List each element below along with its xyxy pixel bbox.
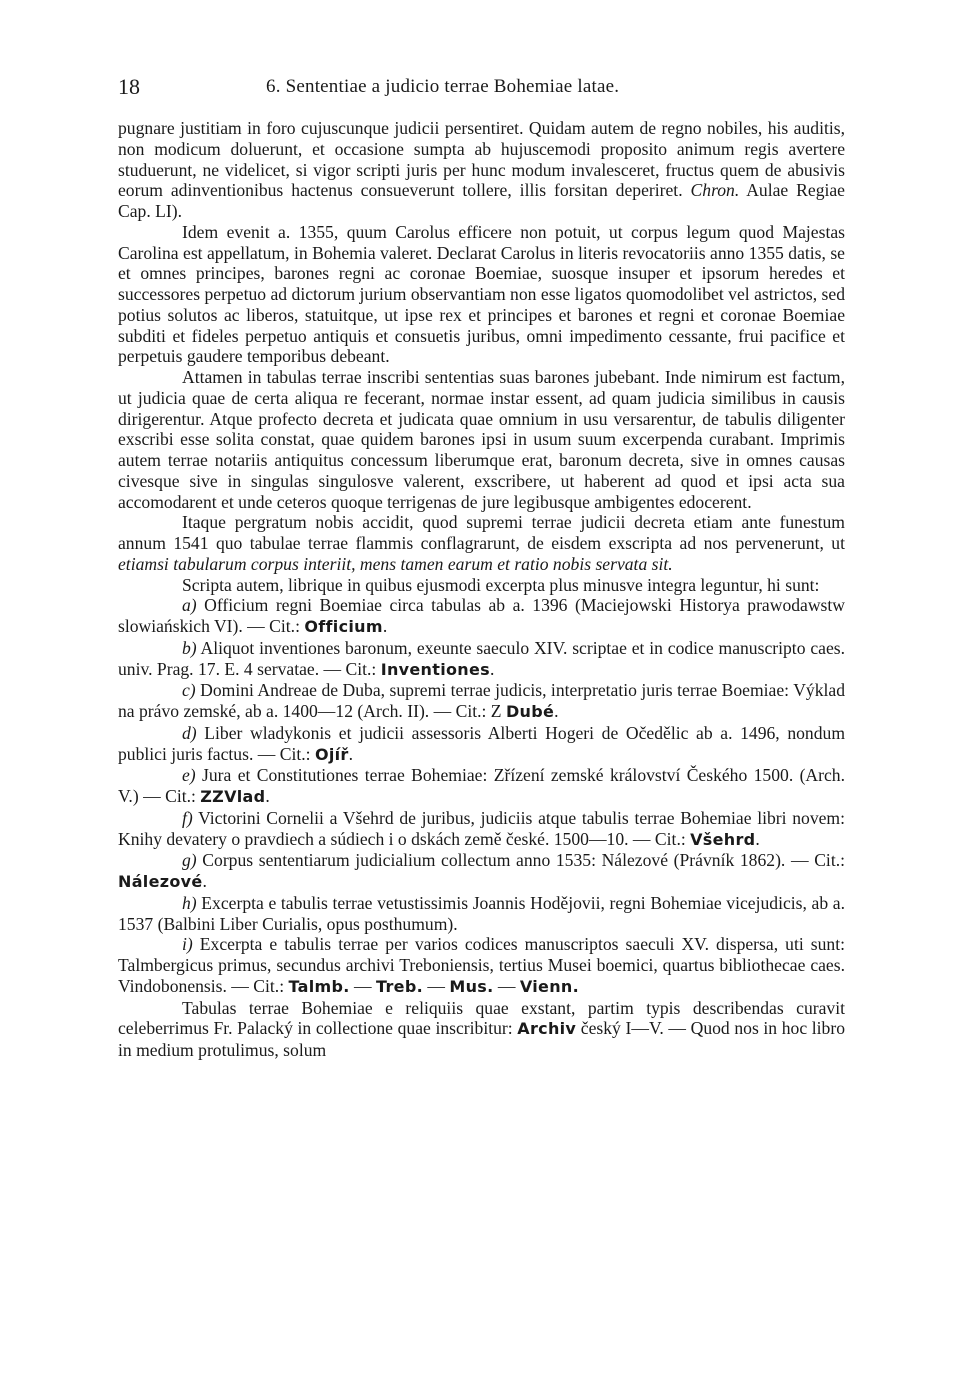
list-item-h: h) Excerpta e tabulis terrae vetustissimis Joannis Hodějovii, regni Bohemiae vicejudicis, ab a. 1537 (Balbini Liber Curialis, opus posthumum). <box>118 892 845 934</box>
paragraph-5: Scripta autem, librique in quibus ejusmodi excerpta plus minusve integra leguntur, hi sunt: <box>182 574 820 595</box>
citation-abbrev: Officium <box>304 617 383 636</box>
paragraph-3: Attamen in tabulas terrae inscribi sententias suas barones jubebant. Inde nimirum est factum, ut judicia quae de certa aliqua re fecerant, normae instar essent, ad quam judicia similibus in causis dirigerentur. Atque profecto decreta et judicata quae omnium in usu versarentur, de tabulis diligenter exscribi esse solita constat, quae quidem barones ipsi in usum suum excerpenda curabant. Imprimis autem terrae notariis antiquitus concessum liberumque erat, baronum decreta, sive in omnes causas civesque sive in singulas singulosve valerent, exscribere, ut haberent ad quod et ipsi acta sua accomodarent et unde ceteros quoque terrigenas de jure legibusque ambigentes edocerent. <box>118 367 845 512</box>
paragraph-4: Itaque pergratum nobis accidit, quod supremi terrae judicii decreta etiam ante funestum annum 1541 quo tabulae terrae flammis conflagrarunt, de eisdem exscripta ad nos pervenerunt, ut etiamsi tabularum corpus interiit, mens tamen earum et ratio nobis servata sit. <box>118 512 845 574</box>
citation-abbrev: Talmb. <box>288 976 350 996</box>
paragraph-2: Idem evenit a. 1355, quum Carolus efficere non potuit, ut corpus legum quod Majestas Carolina est appellatum, in Bohemia valeret. Declarat Carolus in literis revocatoriis anno 1355 datis, se et omnes principes, barones regni ac coronae Boemiae, suosque insuper et ipsorum heredes et successores perpetuo ad dictorum jurium observantiam non esse ligatos quomodolibet vel astrictos, sed potius solutos ac liberos, statuitque, ut ipse rex et principes et barones et regni et coronae Boemiae subditi et fideles perpetuo antiquis et consuetis juribus, omni impedimento cessante, frui pacifice et perpetuis gaudere temporibus debeant. <box>118 221 845 367</box>
list-item-b: b) Aliquot inventiones baronum, exeunte saeculo XIV. scriptae et in codice manuscripto caes. univ. Prag. 17. E. 4 servatae. — Cit.: Inventiones. <box>118 637 845 679</box>
page-number: 18 <box>118 74 140 99</box>
body-text <box>118 118 845 1061</box>
citation-abbrev: Vienn. <box>519 976 579 996</box>
citation-abbrev: Všehrd <box>690 829 756 849</box>
running-title: 6. Sententiae a judicio terrae Bohemiae latae. <box>266 76 620 97</box>
paragraph-6: Tabulas terrae Bohemiae e reliquiis quae exstant, partim typis describendas curavit celeberrimus Fr. Palacký in collectione quae inscribitur: Archiv český I—V. — Quod nos in hoc libro in medium protulimus, solum <box>118 997 845 1060</box>
list-item-g: g) Corpus sententiarum judicialium collectum anno 1535: Nálezové (Právník 1862). — Cit.: Nálezové. <box>118 850 845 891</box>
citation-abbrev: ZZVlad <box>200 787 266 806</box>
citation-abbrev: Nálezové <box>118 872 203 891</box>
list-item-d: d) Liber wladykonis et judicii assessoris Alberti Hogeri de Očedělic ab a. 1496, nondum publici juris factus. — Cit.: Ojíř. <box>118 722 845 764</box>
citation-abbrev: Archiv <box>517 1019 577 1039</box>
list-item-a: a) Officium regni Boemiae circa tabulas ab a. 1396 (Maciejowski Historya prawodawstw slowiańskich VI). — Cit.: Officium. <box>118 595 845 636</box>
citation-abbrev: Dubé <box>505 702 555 721</box>
paragraph-1: pugnare justitiam in foro cujuscunque judicii persentiret. Quidam autem de regno nobiles, his auditis, non modicum doluerunt, et occasione sumpta ab hujuscemodi proposito animum regis avertere studuerunt, ne videlicet, si vigor scripti juris per hunc modum invalesceret, fructus quem de abusivis eorum adinventionibus hactenus consueverunt tollere, illis forsitan deperiret. Chron. Aulae Regiae Cap. LI). <box>118 118 845 221</box>
citation-abbrev: Inventiones <box>380 659 490 679</box>
citation-abbrev: Ojíř <box>314 744 349 764</box>
list-item-e: e) Jura et Constitutiones terrae Bohemiae: Zřízení zemské království Českého 1500. (Arch. V.) — Cit.: ZZVlad. <box>118 765 845 806</box>
citation-abbrev: Mus. <box>449 976 494 996</box>
page-header <box>118 74 845 104</box>
document-page <box>118 74 845 1061</box>
list-item-f: f) Victorini Cornelii a Všehrd de juribus, judiciis atque tabulis terrae Bohemiae libri novem: Knihy devatery o pravdiech a súdiech i o dskách země české. 1500—10. — Cit.: Všehrd. <box>118 807 845 849</box>
citation-abbrev: Treb. <box>376 976 423 996</box>
list-item-i: i) Excerpta e tabulis terrae per varios codices manuscriptos saeculi XV. dispersa, uti sunt: Talmbergicus primus, secundus archivi Treboniensis, tertius Musei boemici, quartus bibliothecae caes. Vindobonensis. — Cit.: Talmb. — Treb. — Mus. — Vienn. <box>118 934 845 996</box>
list-item-c: c) Domini Andreae de Duba, supremi terrae judicis, interpretatio juris terrae Boemiae: Výklad na právo zemské, ab a. 1400—12 (Arch. II). — Cit.: Z Dubé. <box>118 680 845 721</box>
